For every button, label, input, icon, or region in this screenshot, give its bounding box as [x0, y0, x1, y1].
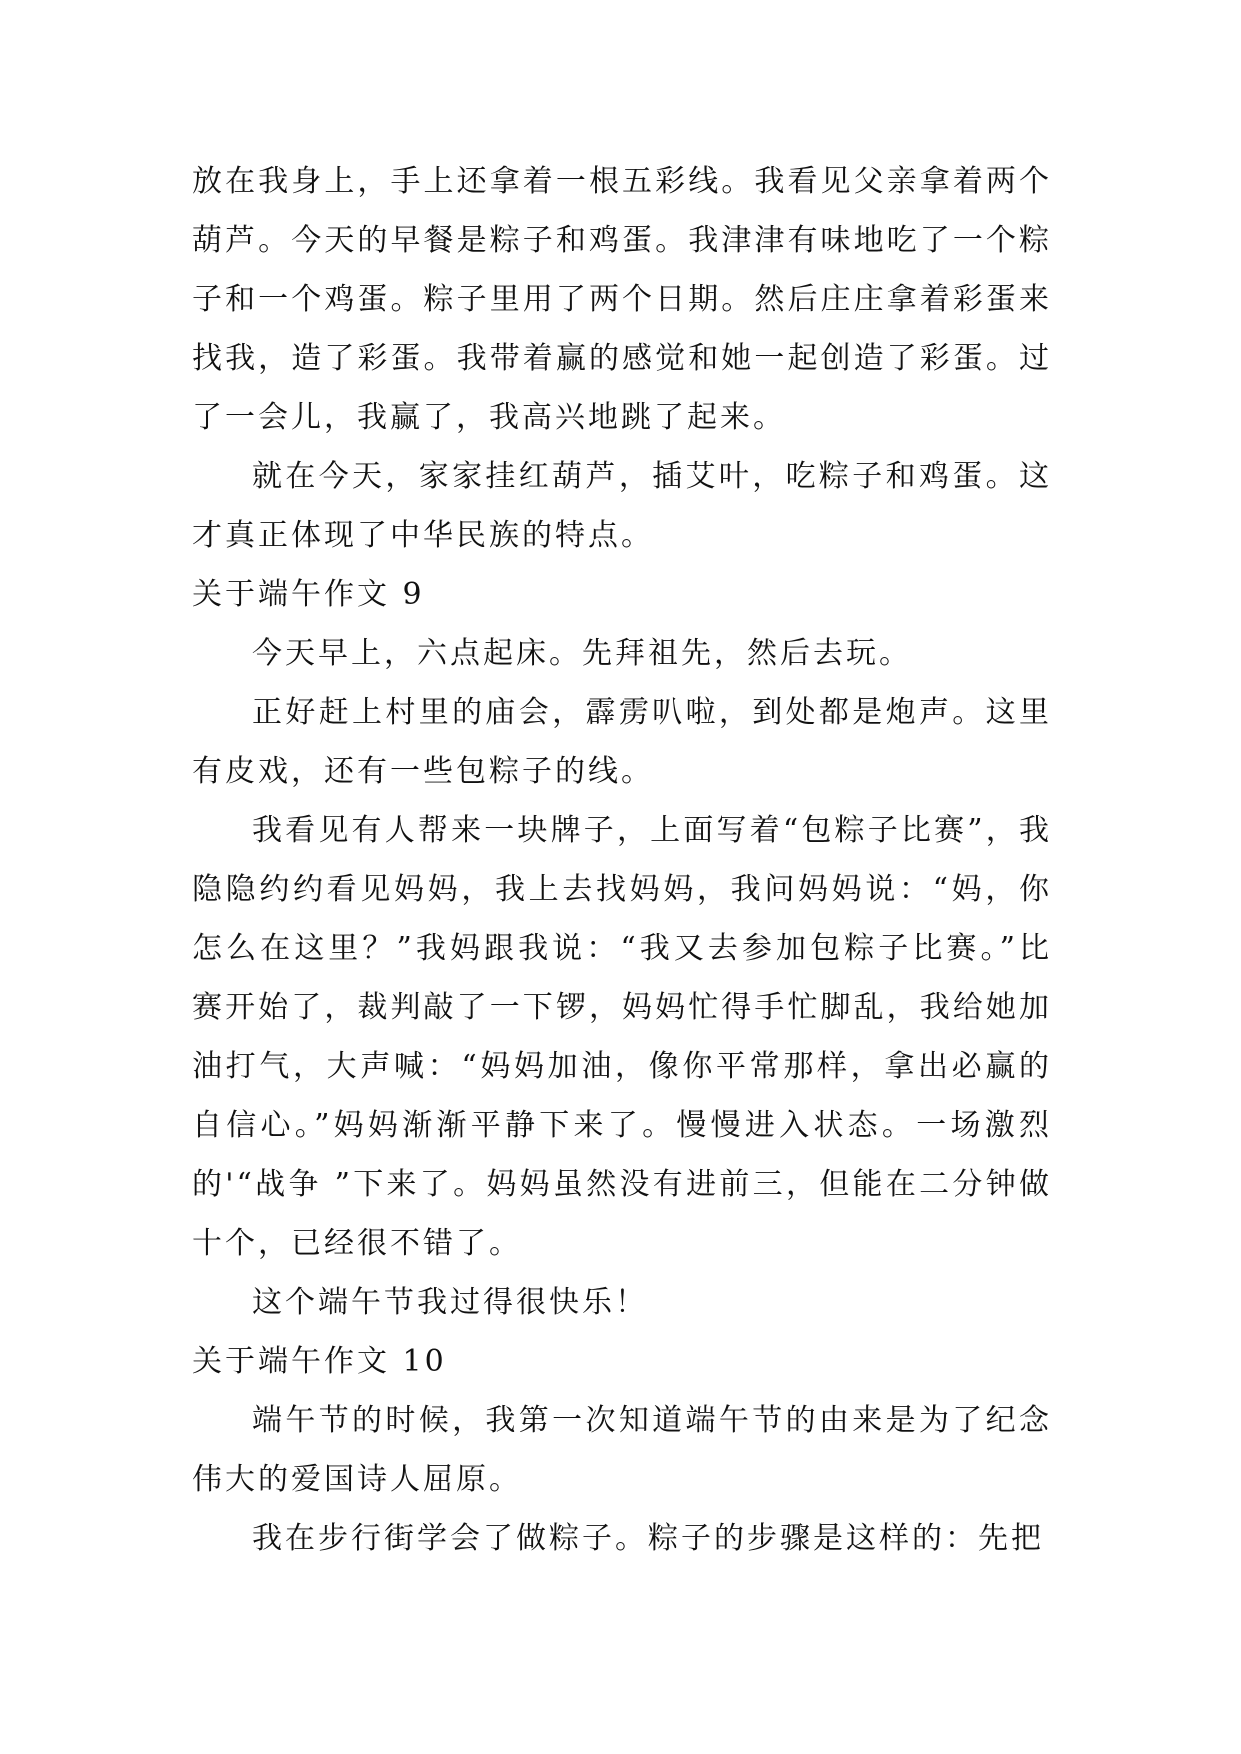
section-heading: 关于端午作文 10 — [192, 1344, 447, 1379]
paragraph: 这个端午节我过得很快乐！ — [252, 1285, 648, 1320]
paragraph: 端午节的时候，我第一次知道端午节的由来是为了纪念伟大的爱国诗人屈原。 — [192, 1403, 1052, 1497]
paragraph: 我看见有人帮来一块牌子，上面写着“包粽子比赛”，我隐隐约约看见妈妈，我上去找妈妈，我问妈妈说：“妈，你怎么在这里？”我妈跟我说：“我又去参加包粽子比赛。”比赛开始了，裁判敲了一下锣，妈妈忙得手忙脚乱，我给她加油打气，大声喊：“妈妈加油，像你平常那样，拿出必赢的自信心。”妈妈渐渐平静下来了。慢慢进入状态。一场激烈的'“战争 ”下来了。妈妈虽然没有进前三，但能在二分钟做十个，已经很不错了。 — [192, 813, 1052, 1261]
paragraph: 我在步行街学会了做粽子。粽子的步骤是这样的：先把 — [252, 1521, 1044, 1556]
document-body — [192, 152, 1052, 1568]
paragraph: 今天早上，六点起床。先拜祖先，然后去玩。 — [252, 636, 912, 671]
paragraph: 放在我身上，手上还拿着一根五彩线。我看见父亲拿着两个葫芦。今天的早餐是粽子和鸡蛋。我津津有味地吃了一个粽子和一个鸡蛋。粽子里用了两个日期。然后庄庄拿着彩蛋来找我，造了彩蛋。我带着赢的感觉和她一起创造了彩蛋。过了一会儿，我赢了，我高兴地跳了起来。 — [192, 164, 1052, 435]
paragraph: 正好赶上村里的庙会，霹雳叭啦，到处都是炮声。这里有皮戏，还有一些包粽子的线。 — [192, 695, 1052, 789]
section-heading: 关于端午作文 9 — [192, 577, 425, 612]
paragraph: 就在今天，家家挂红葫芦，插艾叶，吃粽子和鸡蛋。这才真正体现了中华民族的特点。 — [192, 459, 1052, 553]
